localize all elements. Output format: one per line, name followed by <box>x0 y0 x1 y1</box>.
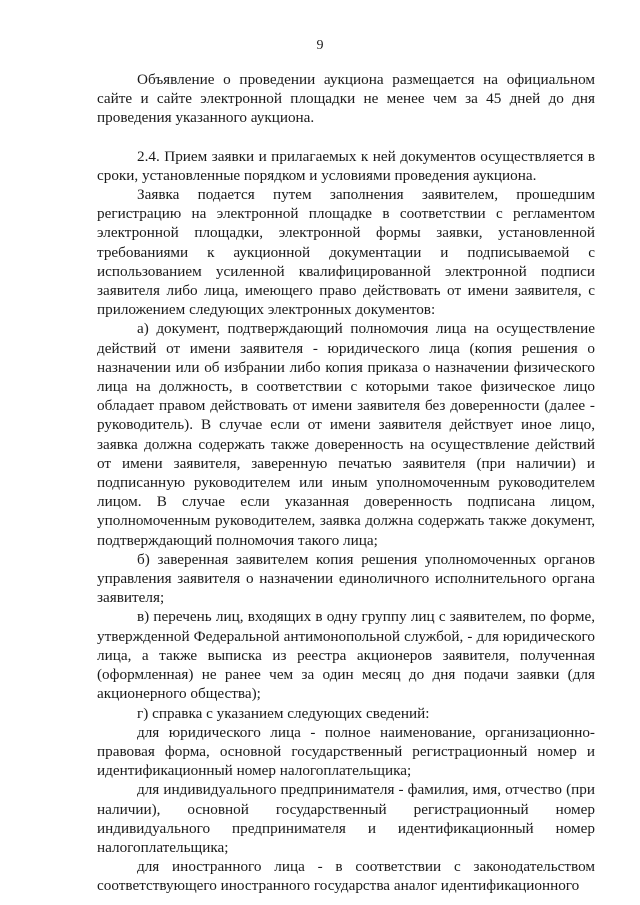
paragraph-legal-entity: для юридического лица - полное наименование, организационно-правовая форма, основной государственный регистрационный номер и идентификационный номер налогоплательщика; <box>97 723 595 780</box>
paragraph-section-2-4: 2.4. Прием заявки и прилагаемых к ней документов осуществляется в сроки, установленные порядком и условиями проведения аукциона. <box>97 147 595 184</box>
list-item-v: в) перечень лиц, входящих в одну группу лиц с заявителем, по форме, утвержденной Федеральной антимонопольной службой, - для юридического лица, а также выписка из реестра акционеров заявителя, полученная (оформленная) не ранее чем за один месяц до дня подачи заявки (для акционерного общества); <box>97 608 595 703</box>
list-item-a: а) документ, подтверждающий полномочия лица на осуществление действий от имени заявителя - юридического лица (копия решения о назначении или об избрании либо копия приказа о назначении физического лица на должность, в соответствии с которыми такое физическое лицо обладает правом действовать от имени заявителя без доверенности (далее - руководитель). В случае если от имени заявителя действует иное лицо, заявка должна содержать также доверенность на осуществление действий от имени заявителя, заверенную печатью заявителя (при наличии) и подписанную руководителем или иным уполномоченным руководителем лицом. В случае если указанная доверенность подписана лицом, уполномоченным руководителем, заявка должна содержать также документ, подтверждающий полномочия такого лица; <box>97 320 595 549</box>
paragraph-application: Заявка подается путем заполнения заявителем, прошедшим регистрацию на электронной площадке в соответствии с регламентом электронной площадки, электронной формы заявки, установленной требованиями к аукционной документации и подписываемой с использованием усиленной квалифицированной электронной подписи заявителя либо лица, имеющего право действовать от имени заявителя, с приложением следующих электронных документов: <box>97 186 595 319</box>
paragraph-gap <box>97 128 595 147</box>
list-item-b: б) заверенная заявителем копия решения уполномоченных органов управления заявителя о назначении единоличного исполнительного органа заявителя; <box>97 550 595 607</box>
list-item-g: г) справка с указанием следующих сведений: <box>137 704 430 722</box>
document-body <box>97 70 595 896</box>
page-number: 9 <box>316 38 324 53</box>
paragraph-announcement: Объявление о проведении аукциона размещается на официальном сайте и сайте электронной площадки не менее чем за 45 дней до дня проведения указанного аукциона. <box>97 71 595 127</box>
paragraph-entrepreneur: для индивидуального предпринимателя - фамилия, имя, отчество (при наличии), основной государственный регистрационный номер индивидуального предпринимателя и идентификационный номер налогоплательщика; <box>97 781 595 856</box>
paragraph-foreign-entity: для иностранного лица - в соответствии с законодательством соответствующего иностранного государства аналог идентификационного <box>97 858 595 895</box>
